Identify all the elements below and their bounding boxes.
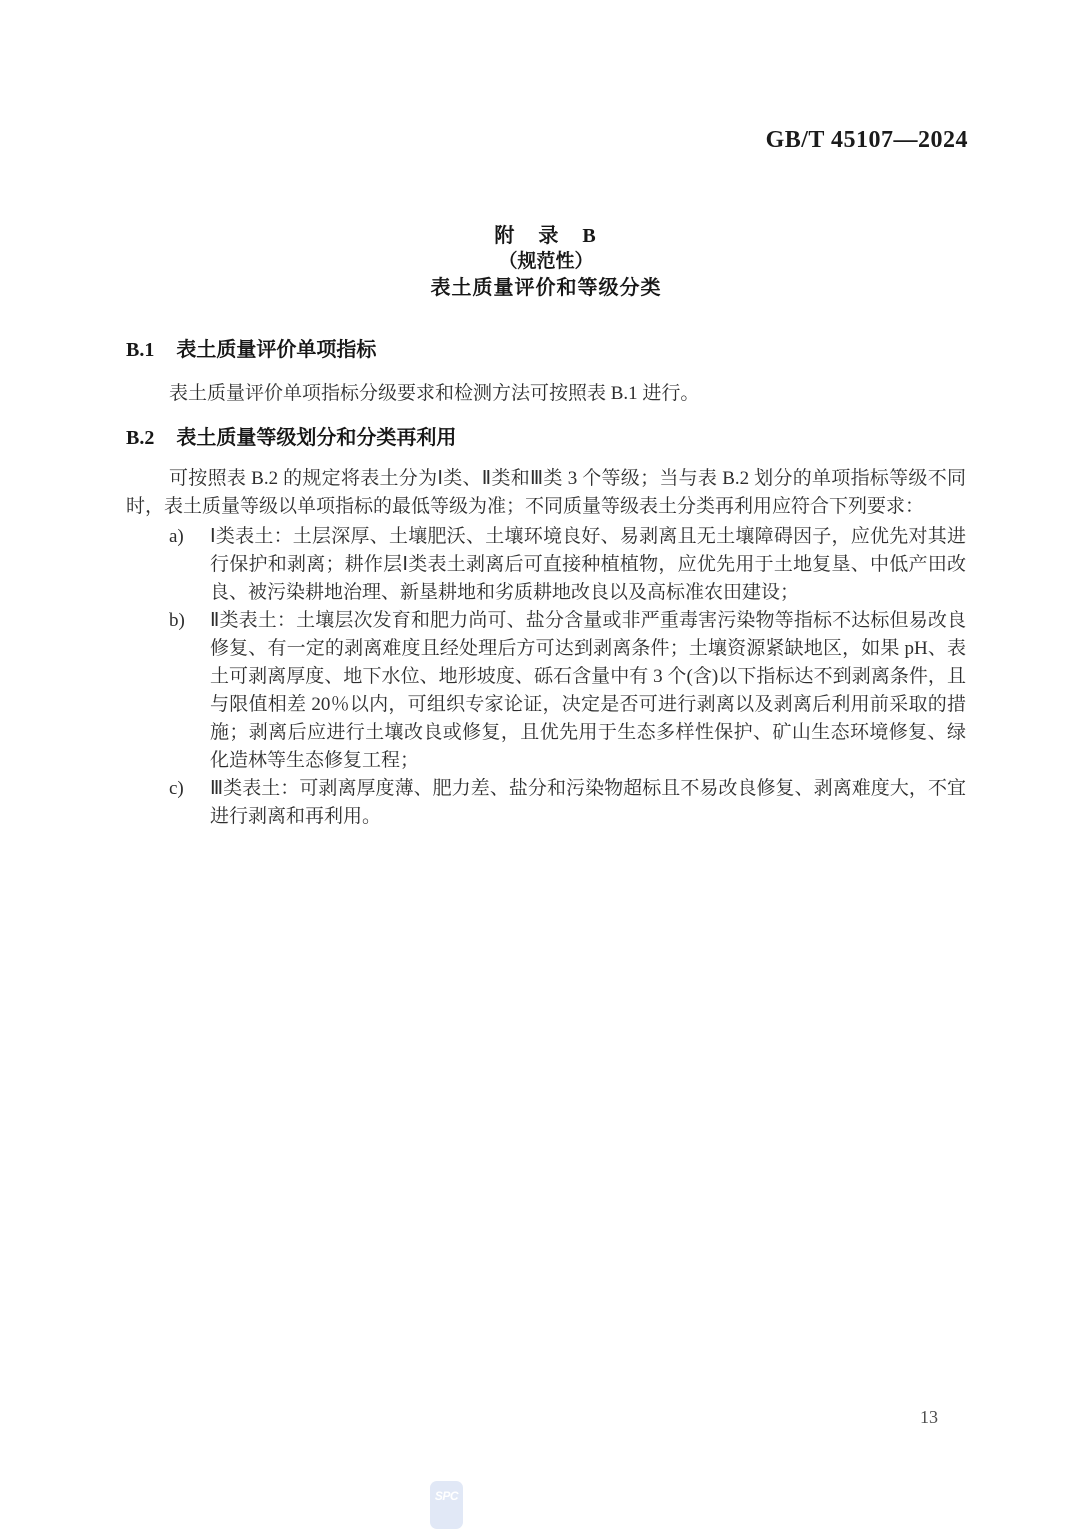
- list-item-b-text: Ⅱ类表土：土壤层次发育和肥力尚可、盐分含量或非严重毒害污染物等指标不达标但易改良修复、有一定的剥离难度且经处理后方可达到剥离条件；土壤资源紧缺地区，如果 pH、表土可剥离厚度、地下水位、地形坡度、砾石含量中有 3 个(含)以下指标达不到剥离条件，且与限值相差 20％以内，可组织专家论证，决定是否可进行剥离以及剥离后利用前采取的措施；剥离后应进行土壤改良或修复，且优先用于生态多样性保护、矿山生态环境修复、绿化造林等生态修复工程；: [210, 610, 966, 771]
- list-item-c: [169, 775, 966, 831]
- section-heading-b2: [126, 426, 966, 450]
- appendix-normative-tag: （规范性）: [498, 251, 594, 272]
- spc-logo-icon: SPC: [434, 1489, 459, 1503]
- section-b2-paragraph: 可按照表 B.2 的规定将表土分为Ⅰ类、Ⅱ类和Ⅲ类 3 个等级；当与表 B.2 划分的单项指标等级不同时，表土质量等级以单项指标的最低等级为准；不同质量等级表土分类再利用应符合下列要求：: [126, 468, 966, 517]
- section-b1-paragraph: 表土质量评价单项指标分级要求和检测方法可按照表 B.1 进行。: [169, 383, 700, 404]
- publisher-watermark: [430, 1481, 463, 1529]
- list-item-b-marker: b): [169, 610, 185, 631]
- list-item-c-marker: c): [169, 778, 184, 799]
- list-item-a-marker: a): [169, 526, 184, 547]
- section-number-b2: B.2: [126, 427, 155, 449]
- list-item-b: [169, 607, 966, 775]
- classification-list: [169, 523, 966, 831]
- section-title-b1: 表土质量评价单项指标: [176, 339, 377, 361]
- standard-number: GB/T 45107—2024: [765, 127, 968, 153]
- appendix-title-block: [126, 223, 966, 301]
- section-heading-b1: [126, 338, 966, 362]
- list-item-c-text: Ⅲ类表土：可剥离厚度薄、肥力差、盐分和污染物超标且不易改良修复、剥离难度大，不宜进行剥离和再利用。: [210, 778, 966, 827]
- list-item-a-text: Ⅰ类表土：土层深厚、土壤肥沃、土壤环境良好、易剥离且无土壤障碍因子，应优先对其进行保护和剥离；耕作层Ⅰ类表土剥离后可直接种植植物，应优先用于土地复垦、中低产田改良、被污染耕地治理、新垦耕地和劣质耕地改良以及高标准农田建设；: [210, 526, 966, 603]
- appendix-title: 表土质量评价和等级分类: [430, 277, 662, 299]
- section-number-b1: B.1: [126, 339, 155, 361]
- section-title-b2: 表土质量等级划分和分类再利用: [176, 427, 457, 449]
- list-item-a: [169, 523, 966, 607]
- appendix-label: 附 录 B: [494, 225, 598, 247]
- page-number: 13: [920, 1407, 938, 1427]
